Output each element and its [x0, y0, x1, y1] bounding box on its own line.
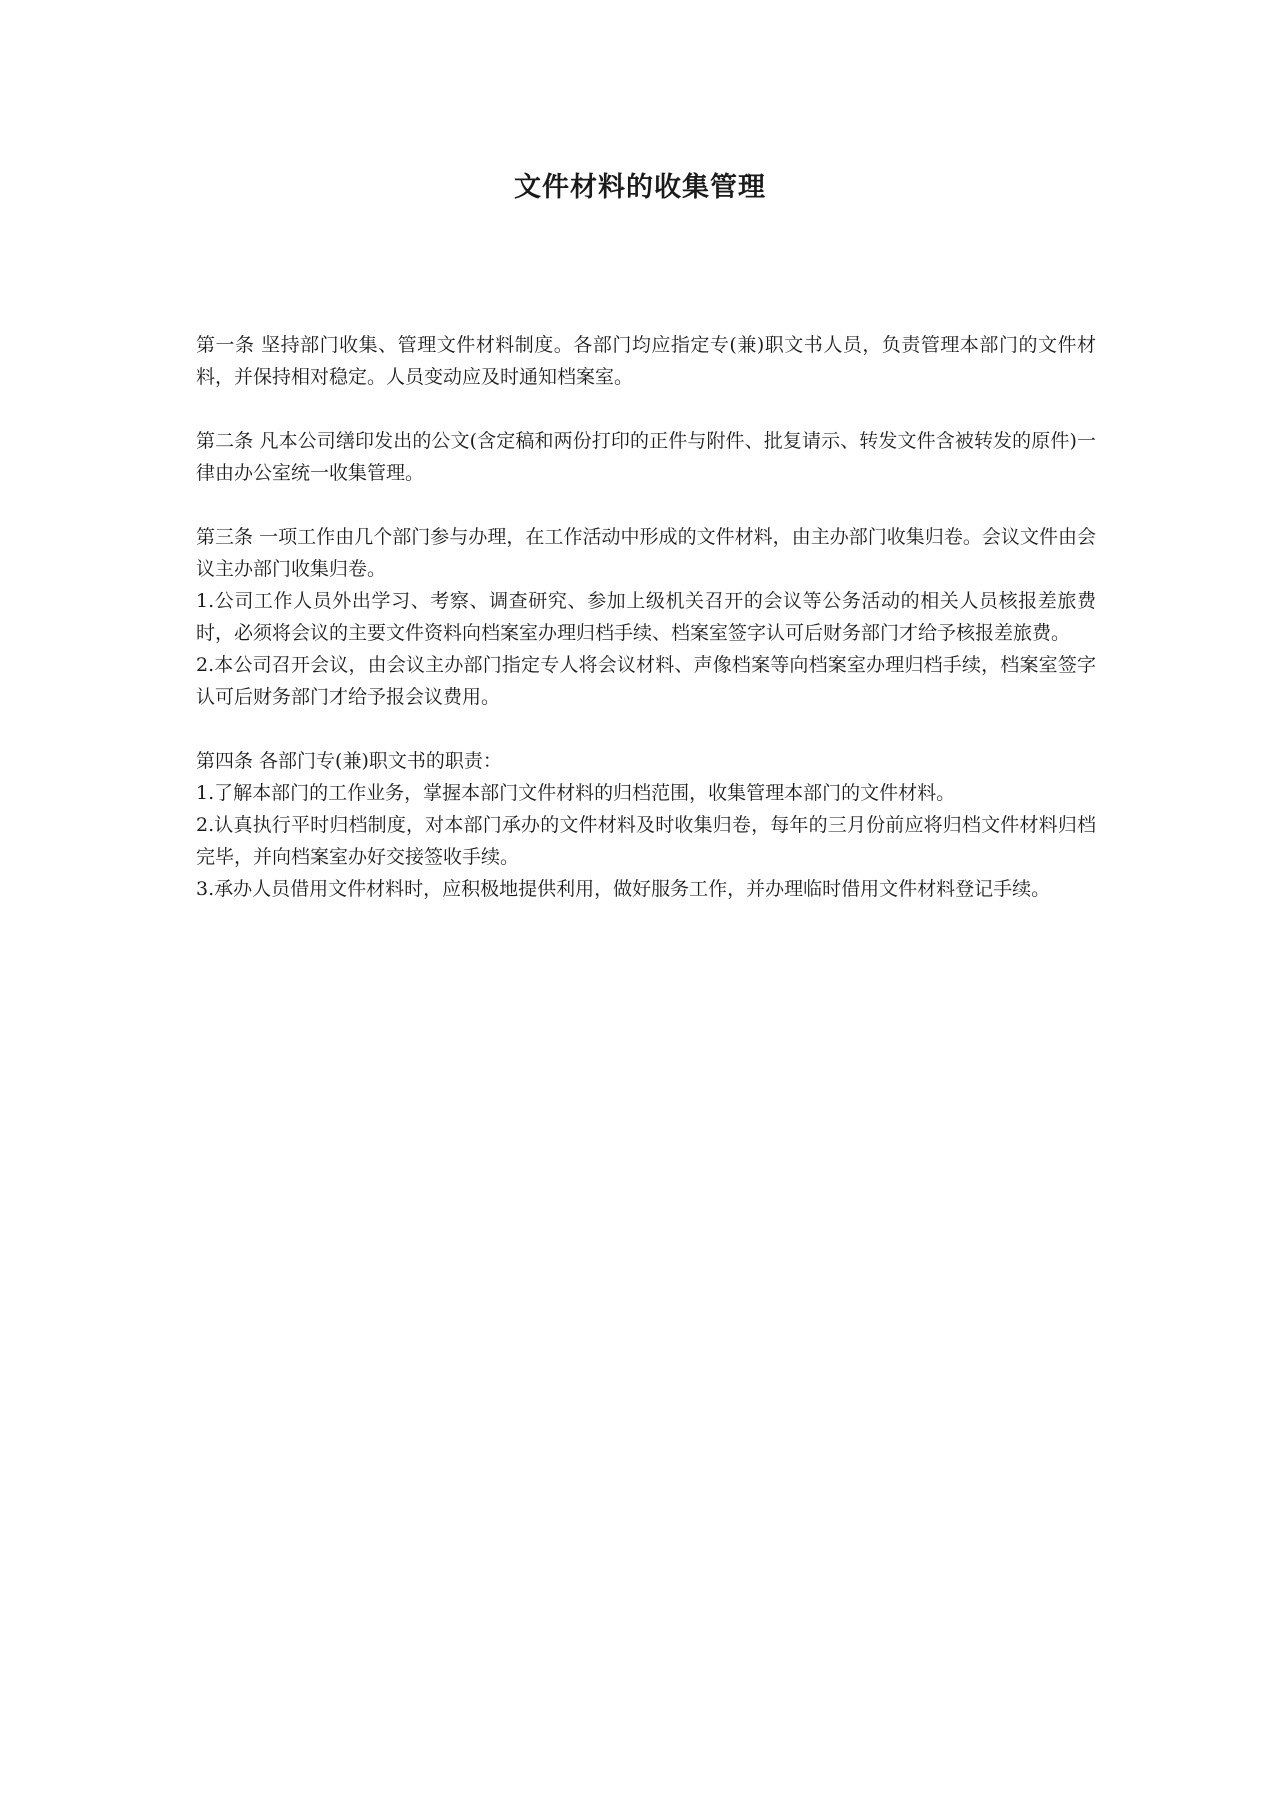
article-3-item-1: 1.公司工作人员外出学习、考察、调查研究、参加上级机关召开的会议等公务活动的相关人员核报差旅费时，必须将会议的主要文件资料向档案室办理归档手续、档案室签字认可后财务部门才给予核报差旅费。 [196, 590, 1096, 644]
article-4-item-1: 1.了解本部门的工作业务，掌握本部门文件材料的归档范围，收集管理本部门的文件材料。 [196, 782, 956, 804]
article-1-paragraph: 第一条 坚持部门收集、管理文件材料制度。各部门均应指定专(兼)职文书人员，负责管理本部门的文件材料，并保持相对稳定。人员变动应及时通知档案室。 [196, 334, 1096, 388]
article-3-heading-paragraph: 第三条 一项工作由几个部门参与办理，在工作活动中形成的文件材料，由主办部门收集归卷。会议文件由会议主办部门收集归卷。 [196, 526, 1096, 580]
article-4-heading-paragraph: 第四条 各部门专(兼)职文书的职责： [196, 750, 502, 772]
article-4-item-3: 3.承办人员借用文件材料时，应积极地提供利用，做好服务工作，并办理临时借用文件材料登记手续。 [196, 878, 1051, 900]
document-title: 文件材料的收集管理 [514, 172, 766, 203]
document-body [196, 329, 1096, 937]
article-4 [196, 745, 1096, 905]
article-2 [196, 425, 1096, 489]
article-3-item-2: 2.本公司召开会议，由会议主办部门指定专人将会议材料、声像档案等向档案室办理归档手续，档案室签字认可后财务部门才给予报会议费用。 [196, 654, 1096, 708]
article-1 [196, 329, 1096, 393]
article-2-paragraph: 第二条 凡本公司缮印发出的公文(含定稿和两份打印的正件与附件、批复请示、转发文件含被转发的原件)一律由办公室统一收集管理。 [196, 430, 1096, 484]
article-4-item-2: 2.认真执行平时归档制度，对本部门承办的文件材料及时收集归卷，每年的三月份前应将归档文件材料归档完毕，并向档案室办好交接签收手续。 [196, 814, 1096, 868]
article-3 [196, 521, 1096, 713]
